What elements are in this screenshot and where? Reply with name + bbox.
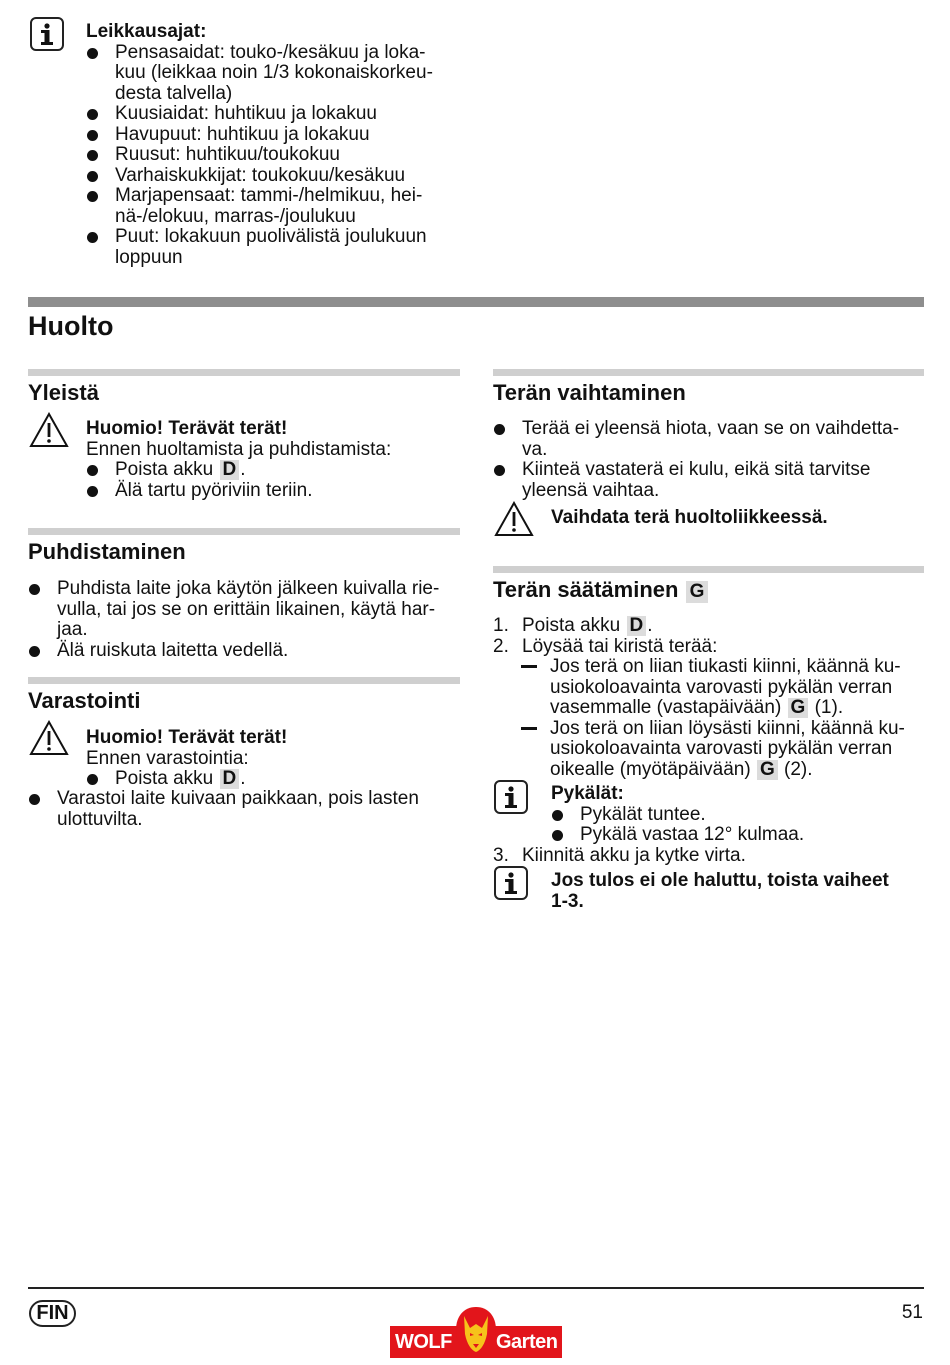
section-heading-yleista: Yleistä: [28, 380, 99, 405]
section-divider: [28, 528, 460, 535]
dash-item-text: Jos terä on liian tiukasti kiinni, käännä ku- usiokoloavainta varovasti pykälän verran vasemmalle (vastapäivään): [550, 656, 901, 718]
cutting-times-list: [86, 43, 466, 269]
step-text: Kiinnitä akku ja kytke virta.: [522, 845, 746, 866]
warning-title: Huomio! Terävät terät!: [86, 727, 288, 748]
notches-note: [551, 784, 921, 846]
figure-ref-tag: G: [686, 581, 709, 603]
list-item: Puut: lokakuun puolivälistä joulukuun loppuun: [86, 227, 466, 268]
step-text: Poista akku: [522, 615, 621, 636]
note-title: Leikkausajat:: [86, 21, 207, 42]
step-number: 2.: [493, 635, 509, 657]
step-number: 3.: [493, 845, 509, 866]
warning-list: [86, 769, 456, 790]
figure-ref-tag: D: [627, 616, 647, 636]
blade-change-list: [493, 419, 924, 501]
list-item: Varastoi laite kuivaan paikkaan, pois lasten ulottuvilta.: [28, 789, 460, 830]
dash-item: [493, 657, 924, 719]
logo-text-left: WOLF: [395, 1331, 452, 1353]
list-item: Puhdista laite joka käytön jälkeen kuivalla rie- vulla, tai jos se on erittäin likainen, käytä har- jaa.: [28, 579, 460, 641]
list-item: Ruusut: huhtikuu/toukokuu: [86, 145, 466, 166]
step-item: 1. Poista akku D .: [493, 615, 653, 636]
step-text: Löysää tai kiristä terää:: [522, 635, 718, 657]
list-item: Kiinteä vastaterä ei kulu, eikä sitä tarvitse yleensä vaihtaa.: [493, 460, 924, 501]
list-item: Varhaiskukkijat: toukokuu/kesäkuu: [86, 166, 466, 187]
note-title: Pykälät:: [551, 783, 624, 804]
notches-list: [551, 805, 921, 846]
section-heading-varastointi: Varastointi: [28, 688, 141, 713]
list-item: Poista akku D .: [86, 460, 456, 481]
language-badge: FIN: [29, 1300, 76, 1327]
figure-ref-tag: D: [220, 769, 240, 789]
section-heading-saataminen: [493, 577, 709, 603]
warning-triangle-icon: [494, 501, 534, 537]
section-divider: [493, 566, 924, 573]
section-heading-puhdistaminen: Puhdistaminen: [28, 539, 186, 564]
list-item: Pykälät tuntee.: [551, 805, 921, 826]
step-number: 1.: [493, 615, 509, 636]
info-icon: [30, 17, 64, 51]
list-item: Kuusiaidat: huhtikuu ja lokakuu: [86, 104, 466, 125]
list-item: Älä ruiskuta laitetta vedellä.: [28, 641, 460, 662]
dash-item-text: Jos terä on liian löysästi kiinni, käännä ku- usiokoloavainta varovasti pykälän verran oikealle (myötäpäivään): [550, 717, 905, 780]
list-item: Poista akku D .: [86, 769, 456, 790]
list-item: Pensasaidat: touko-/kesäkuu ja loka- kuu (leikkaa noin 1/3 kokonaiskorkeu- desta talvella): [86, 43, 466, 105]
info-icon: [494, 780, 528, 814]
cutting-times-note: [86, 22, 466, 268]
heading-text: Terän säätäminen: [493, 577, 679, 602]
step-item: [493, 637, 924, 658]
list-item: Pykälä vastaa 12° kulmaa.: [551, 825, 921, 846]
list-item-text: Poista akku: [115, 768, 214, 789]
section-divider: [28, 297, 924, 307]
step-item: [493, 846, 924, 867]
figure-ref-tag: G: [757, 760, 778, 780]
wolf-garten-logo: [390, 1306, 562, 1358]
dash-item: [493, 719, 924, 781]
section-divider: [28, 677, 460, 684]
section-heading-vaihtaminen: Terän vaihtaminen: [493, 380, 686, 405]
logo-text-right: Garten: [496, 1331, 558, 1353]
warning-intro: Ennen varastointia:: [86, 747, 249, 769]
list-item: Terää ei yleensä hiota, vaan se on vaihdetta- va.: [493, 419, 924, 460]
warning-text: Vaihdata terä huoltoliikkeessä.: [551, 507, 828, 528]
final-note: Jos tulos ei ole haluttu, toista vaiheet 1-3.: [551, 870, 889, 912]
dash-item-suffix: (2).: [784, 758, 813, 780]
list-item: Marjapensaat: tammi-/helmikuu, hei- nä-/elokuu, marras-/joulukuu: [86, 186, 466, 227]
dash-item-suffix: (1).: [814, 697, 844, 718]
cleaning-list: [28, 579, 460, 661]
section-divider: [28, 369, 460, 376]
list-item-text: Poista akku: [115, 459, 214, 480]
list-item: Havupuut: huhtikuu ja lokakuu: [86, 125, 466, 146]
figure-ref-tag: D: [220, 460, 240, 480]
footer-divider: [28, 1287, 924, 1289]
section-divider: [493, 369, 924, 376]
page-title: Huolto: [28, 311, 114, 341]
list-item: Älä tartu pyöriviin teriin.: [86, 481, 456, 502]
warning-title: Huomio! Terävät terät!: [86, 418, 288, 439]
warning-list: [86, 460, 456, 501]
warning-triangle-icon: [29, 720, 69, 756]
warning-block: [86, 419, 456, 501]
storage-list: [28, 789, 460, 830]
warning-triangle-icon: [29, 412, 69, 448]
warning-block: [86, 728, 456, 790]
info-icon: [494, 866, 528, 900]
warning-intro: Ennen huoltamista ja puhdistamista:: [86, 438, 392, 460]
figure-ref-tag: G: [788, 698, 809, 718]
page-number: 51: [901, 1302, 923, 1323]
fox-logo-icon: [454, 1306, 498, 1358]
adjustment-steps: [493, 616, 924, 780]
